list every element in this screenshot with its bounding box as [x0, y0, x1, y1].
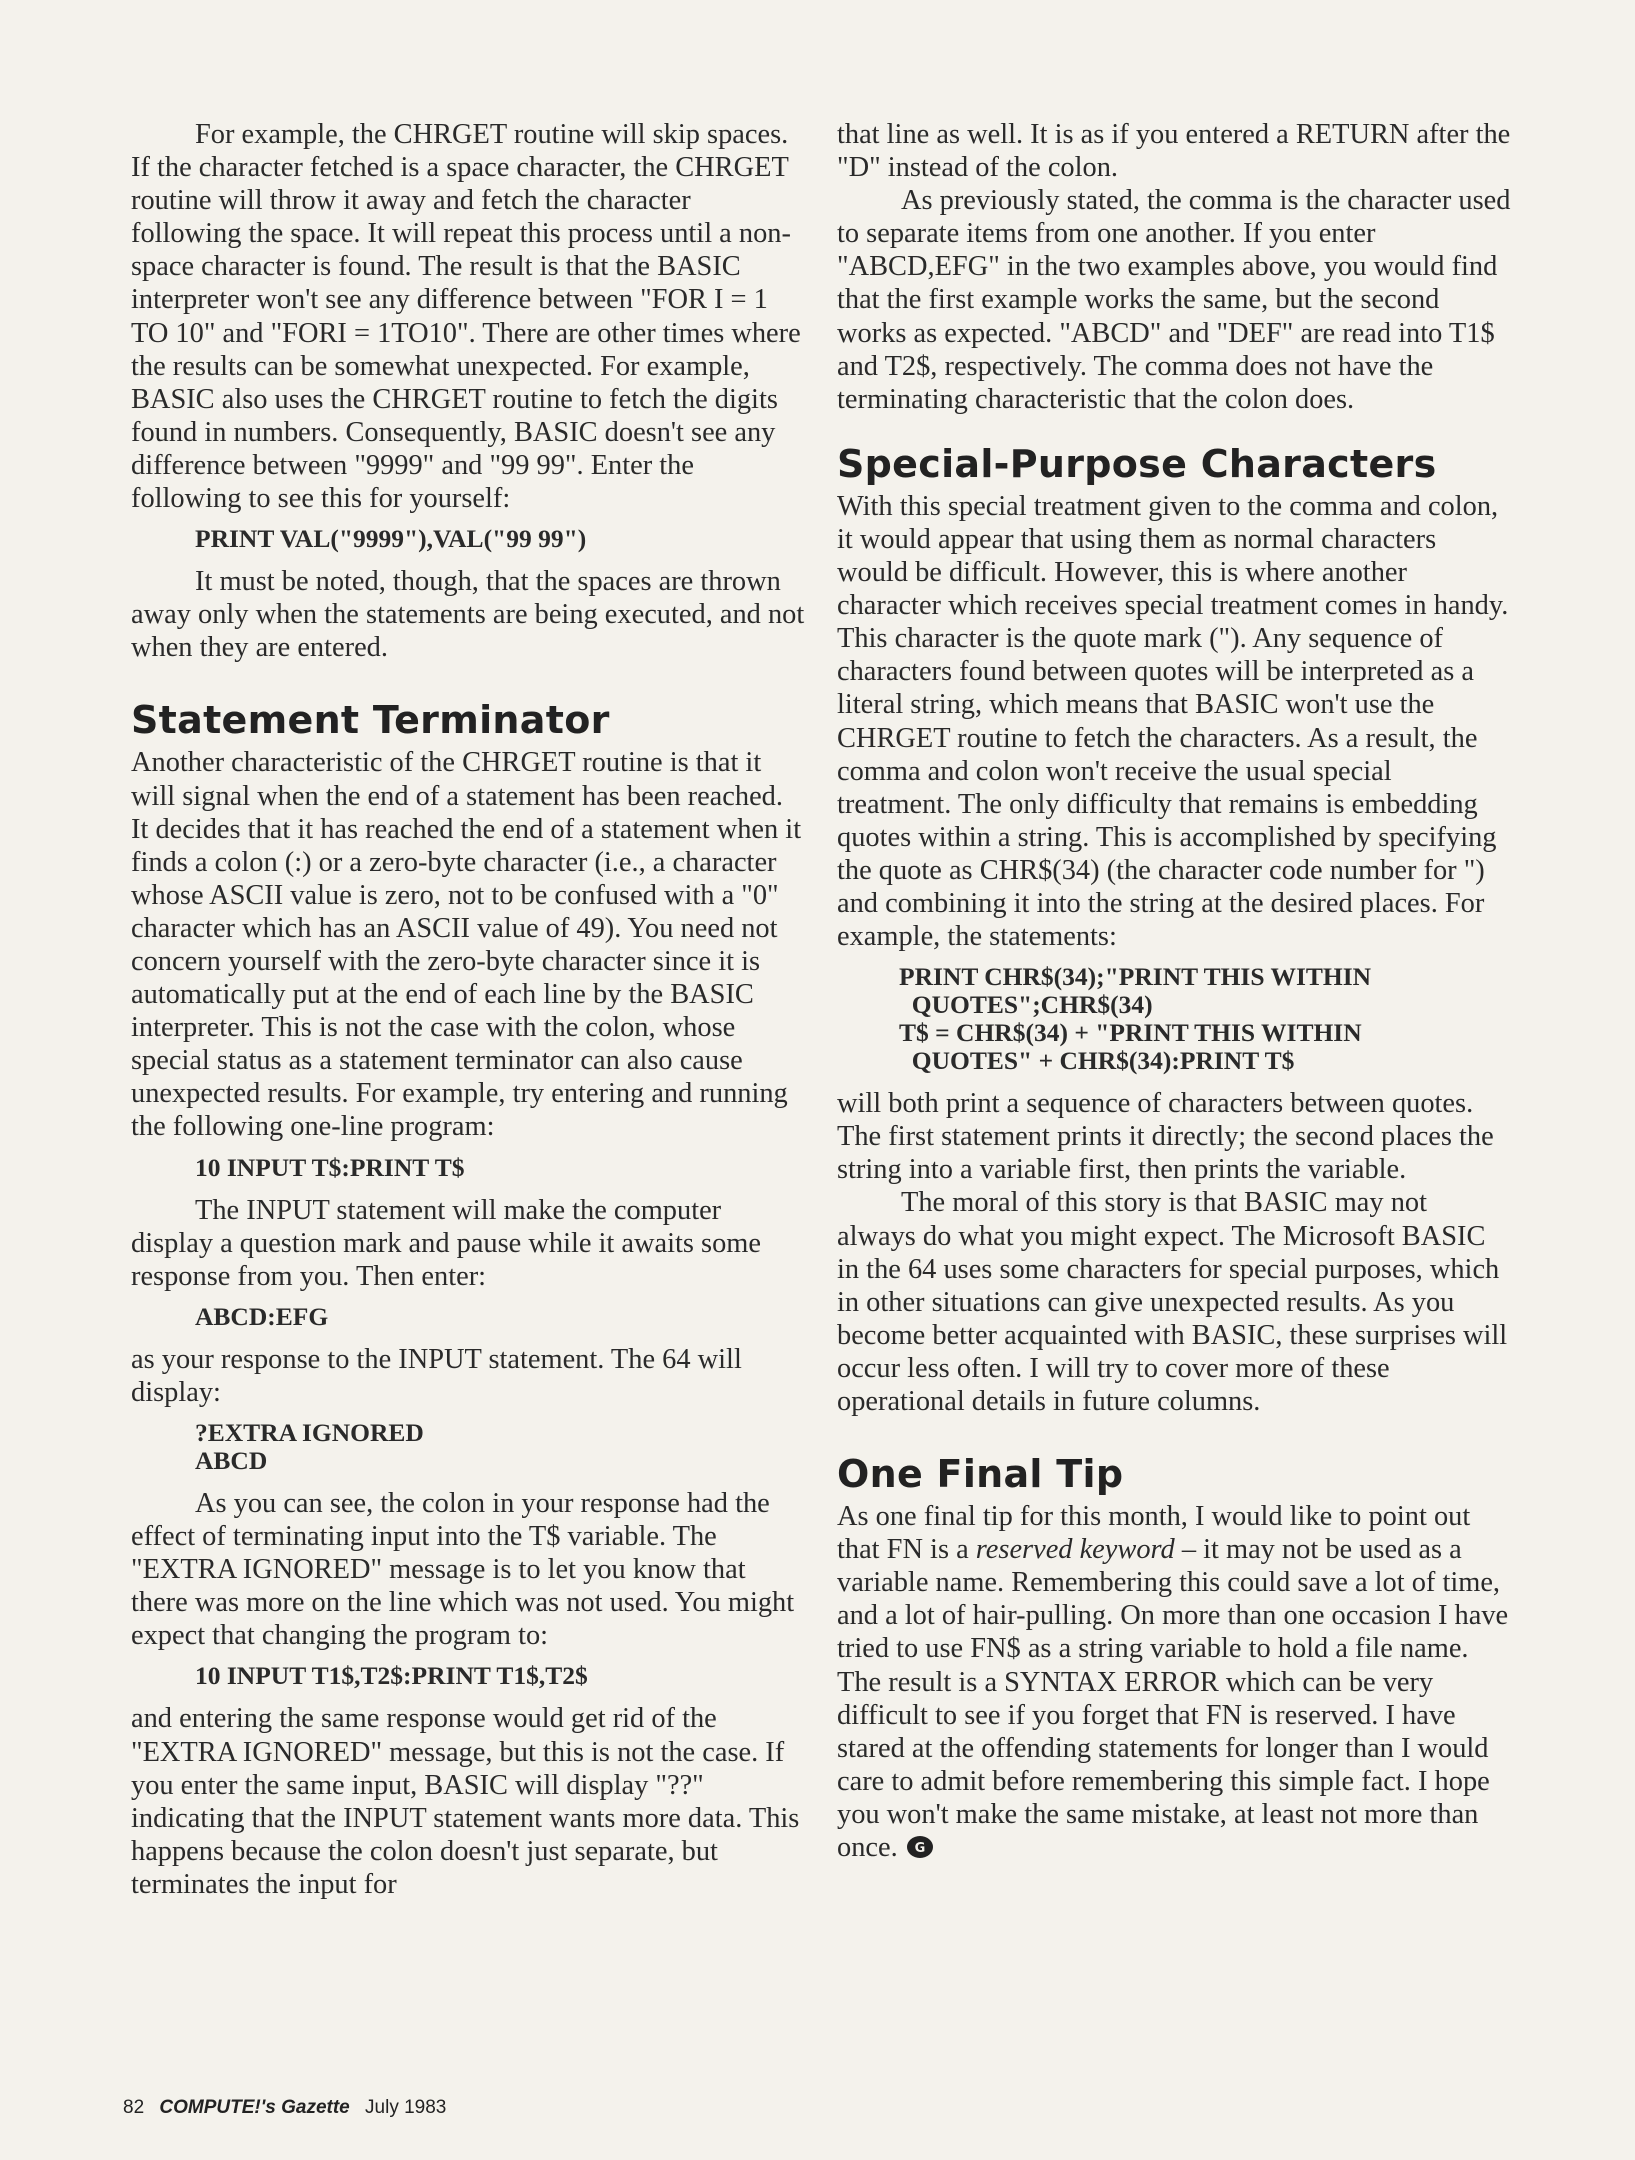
moral-paragraph: The moral of this story is that BASIC may not always do what you might expect. The Microsoft BASIC in the 64 uses some characters for special purposes, which in other situations can give unexpected results. As you become better acquainted with BASIC, these surprises will occur less often. I will try to cover more of these operational details in future columns. — [837, 1187, 1508, 1417]
code-block-val — [131, 525, 807, 553]
code-block-input-2 — [131, 1662, 807, 1690]
heading-special-purpose: Special-Purpose Characters — [837, 441, 1437, 486]
code-line: T$ = CHR$(34) + "PRINT THIS WITHIN — [899, 1018, 1362, 1048]
special-paragraph: With this special treatment given to the comma and colon, it would appear that using them as normal characters would be difficult. However, this is where another character which receives special treatment comes in handy. This character is the quote mark ("). Any sequence of characters found between quotes will be interpreted as a literal string, which means that BASIC won't use the CHRGET routine to fetch the characters. As a result, the comma and colon won't receive the usual special treatment. The only difficulty that remains is embedding quotes within a string. This is accomplished by specifying the quote as CHR$(34) (the character code number for ") and combining it into the string at the desired places. For example, the statements: — [837, 490, 1509, 953]
issue-date: July 1983 — [365, 2097, 447, 2118]
code-block-input-1 — [131, 1154, 807, 1182]
spaces-note-paragraph: It must be noted, though, that the spaces are thrown away only when the statements are being executed, and not when they are entered. — [131, 566, 805, 664]
both-print-paragraph: will both print a sequence of characters between quotes. The first statement prints it directly; the second places the string into a variable first, then prints the variable. — [837, 1088, 1494, 1186]
code-line: 10 INPUT T1$,T2$:PRINT T1$,T2$ — [195, 1661, 588, 1691]
code-block-chr — [837, 963, 1512, 1075]
input-statement-paragraph: The INPUT statement will make the computer display a question mark and pause while it awaits some response from you. Then enter: — [131, 1194, 761, 1292]
response-paragraph: as your response to the INPUT statement. The 64 will display: — [131, 1343, 742, 1408]
code-line: 10 INPUT T$:PRINT T$ — [195, 1152, 465, 1182]
svg-text:G: G — [914, 1841, 926, 1857]
left-column — [131, 118, 807, 1901]
code-block-response — [131, 1303, 807, 1331]
continuation-paragraph: that line as well. It is as if you entered a RETURN after the "D" instead of the colon. — [837, 119, 1511, 184]
code-line: ABCD — [195, 1446, 268, 1475]
code-line: ABCD:EFG — [195, 1301, 329, 1331]
page-number: 82 — [123, 2097, 145, 2118]
page-footer — [123, 2097, 456, 2119]
heading-statement-terminator: Statement Terminator — [131, 698, 610, 743]
code-line: QUOTES" + CHR$(34):PRINT T$ — [899, 1046, 1295, 1076]
code-line: PRINT CHR$(34);"PRINT THIS WITHIN — [899, 962, 1372, 992]
tip-italic-term: reserved keyword — [975, 1534, 1175, 1566]
magazine-name: COMPUTE!'s Gazette — [159, 2097, 350, 2118]
code-line: QUOTES";CHR$(34) — [899, 990, 1153, 1020]
tip-text-after: – it may not be used as a variable name. Remembering this could save a lot of time, and a lot of hair-pulling. On more than one occasion I have tried to use FN$ as a string variable to hold a file name. The result is a SYNTAX ERROR which can be very difficult to see if you forget that FN is reserved. I have stared at the offending statements for longer than I would care to admit before remembering this simple fact. I hope you won't make the same mistake, at least not more than once. — [837, 1534, 1509, 1864]
terminator-paragraph: Another characteristic of the CHRGET routine is that it will signal when the end of a statement has been reached. It decides that it has reached the end of a statement when it finds a colon (:) or a zero-byte character (i.e., a character whose ASCII value is zero, not to be confused with a "0" character which has an ASCII value of 49). You need not concern yourself with the zero-byte character since it is automatically put at the end of each line by the BASIC interpreter. This is not the case with the colon, whose special status as a statement terminator can also cause unexpected results. For example, try entering and running the following one-line program: — [131, 747, 802, 1143]
heading-final-tip: One Final Tip — [837, 1452, 1124, 1497]
comma-paragraph: As previously stated, the comma is the character used to separate items from one another. If you enter "ABCD,EFG" in the two examples above, you would find that the first example works the same, but the second works as expected. "ABCD" and "DEF" are read into T1$ and T2$, respectively. The comma does not have the terminating characteristic that the colon does. — [837, 185, 1511, 415]
right-column — [837, 118, 1512, 1864]
code-line: PRINT VAL("9999"),VAL("99 99") — [195, 524, 587, 554]
intro-paragraph: For example, the CHRGET routine will skip spaces. If the character fetched is a space character, the CHRGET routine will throw it away and fetch the character following the space. It will repeat this process until a non-space character is found. The result is that the BASIC interpreter won't see any difference between "FOR I = 1 TO 10" and "FORI = 1TO10". There are other times where the results can be somewhat unexpected. For example, BASIC also uses the CHRGET routine to fetch the digits found in numbers. Consequently, BASIC doesn't see any difference between "9999" and "99 99". Enter the following to see this for yourself: — [131, 119, 801, 515]
tip-paragraph — [837, 1500, 1512, 1864]
colon-effect-paragraph: As you can see, the colon in your response had the effect of terminating input into the T$ variable. The "EXTRA IGNORED" message is to let you know that there was more on the line which was not used. You might expect that changing the program to: — [131, 1488, 795, 1652]
code-line: ?EXTRA IGNORED — [195, 1418, 424, 1447]
code-block-display — [131, 1419, 807, 1475]
tip-text-before: As one final tip for this month, I would like to point out that FN is a — [837, 1501, 1471, 1566]
same-response-paragraph: and entering the same response would get rid of the "EXTRA IGNORED" message, but this is not the case. If you enter the same input, BASIC will display "??" indicating that the INPUT statement wants more data. This happens because the colon doesn't just separate, but terminates the input for — [131, 1703, 800, 1900]
compute-logo-icon — [906, 1835, 934, 1859]
